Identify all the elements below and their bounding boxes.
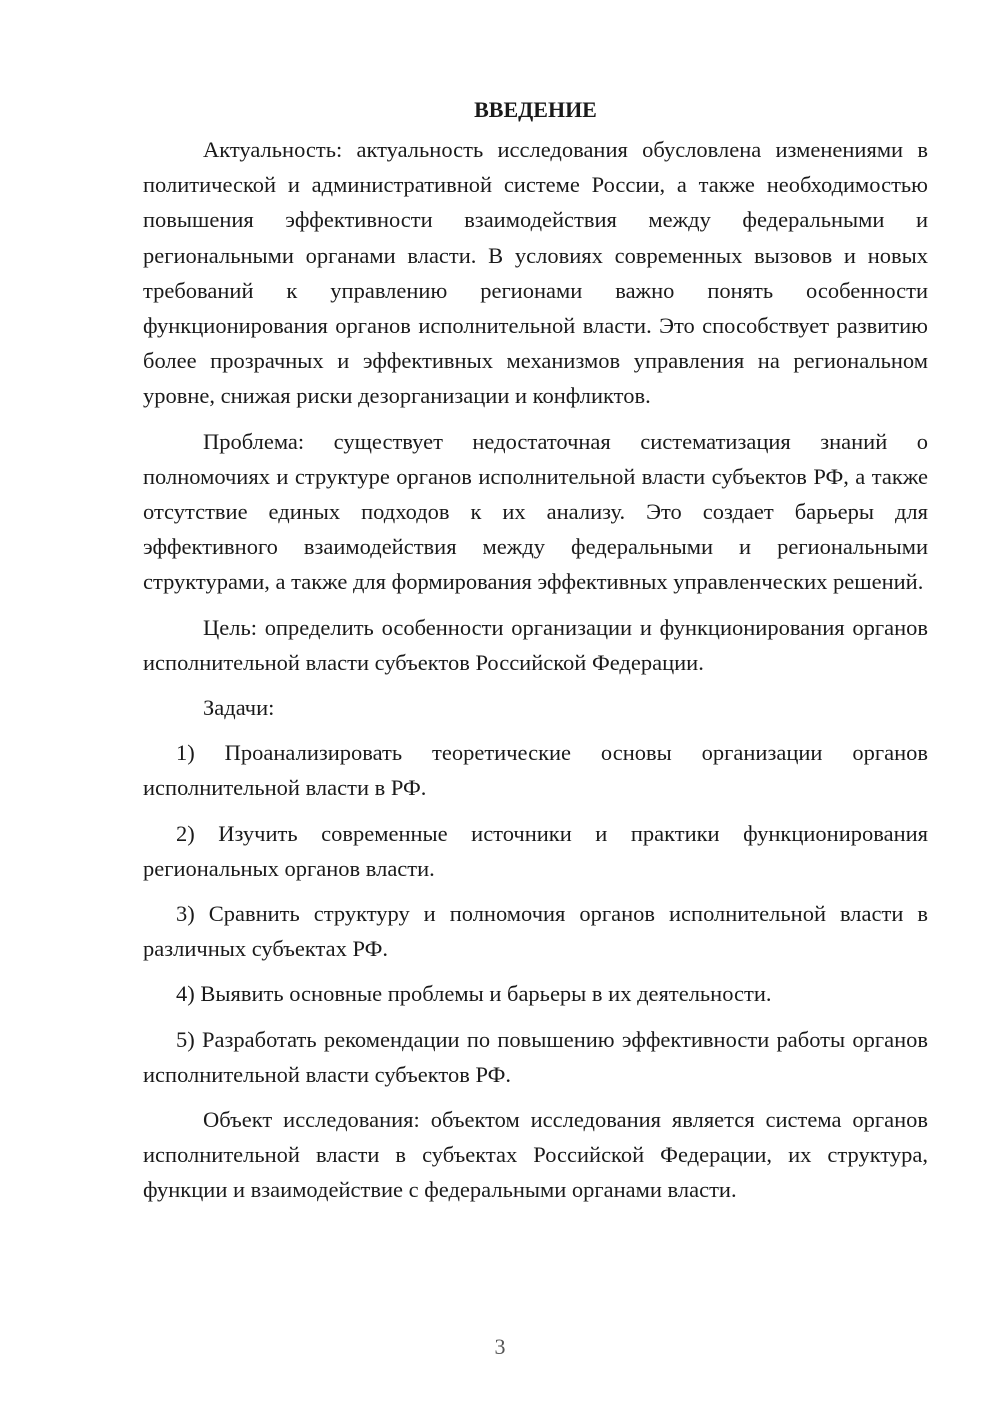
goal-paragraph: Цель: определить особенности организации и функционирования органов исполнительной власти субъектов Российской Федерации.: [143, 614, 928, 675]
task-item-2: 2) Изучить современные источники и практики функционирования региональных органов власти.: [143, 820, 928, 881]
page-number: 3: [494, 1334, 506, 1359]
task-item-3: 3) Сравнить структуру и полномочия органов исполнительной власти в различных субъектах РФ.: [143, 901, 928, 962]
page-body: [143, 92, 928, 1218]
task-item-1: 1) Проанализировать теоретические основы организации органов исполнительной власти в РФ.: [143, 740, 928, 801]
relevance-paragraph: Актуальность: актуальность исследования обусловлена изменениями в политической и административной системе России, а также необходимостью повышения эффективности взаимодействия между федеральными и региональными органами власти. В условиях современных вызовов и новых требований к управлению регионами важно понять особенности функционирования органов исполнительной власти. Это способствует развитию более прозрачных и эффективных механизмов управления на региональном уровне, снижая риски дезорганизации и конфликтов.: [143, 137, 928, 409]
section-heading: ВВЕДЕНИЕ: [474, 97, 597, 122]
object-paragraph: Объект исследования: объектом исследования является система органов исполнительной власти в субъектах Российской Федерации, их структура, функции и взаимодействие с федеральными органами власти.: [143, 1107, 928, 1203]
task-item-4: 4) Выявить основные проблемы и барьеры в их деятельности.: [176, 981, 772, 1007]
problem-paragraph: Проблема: существует недостаточная систематизация знаний о полномочиях и структуре органов исполнительной власти субъектов РФ, а также отсутствие единых подходов к их анализу. Это создает барьеры для эффективного взаимодействия между федеральными и региональными структурами, а также для формирования эффективных управленческих решений.: [143, 428, 928, 595]
tasks-label: Задачи:: [203, 695, 275, 721]
task-item-5: 5) Разработать рекомендации по повышению эффективности работы органов исполнительной власти субъектов РФ.: [143, 1026, 928, 1087]
